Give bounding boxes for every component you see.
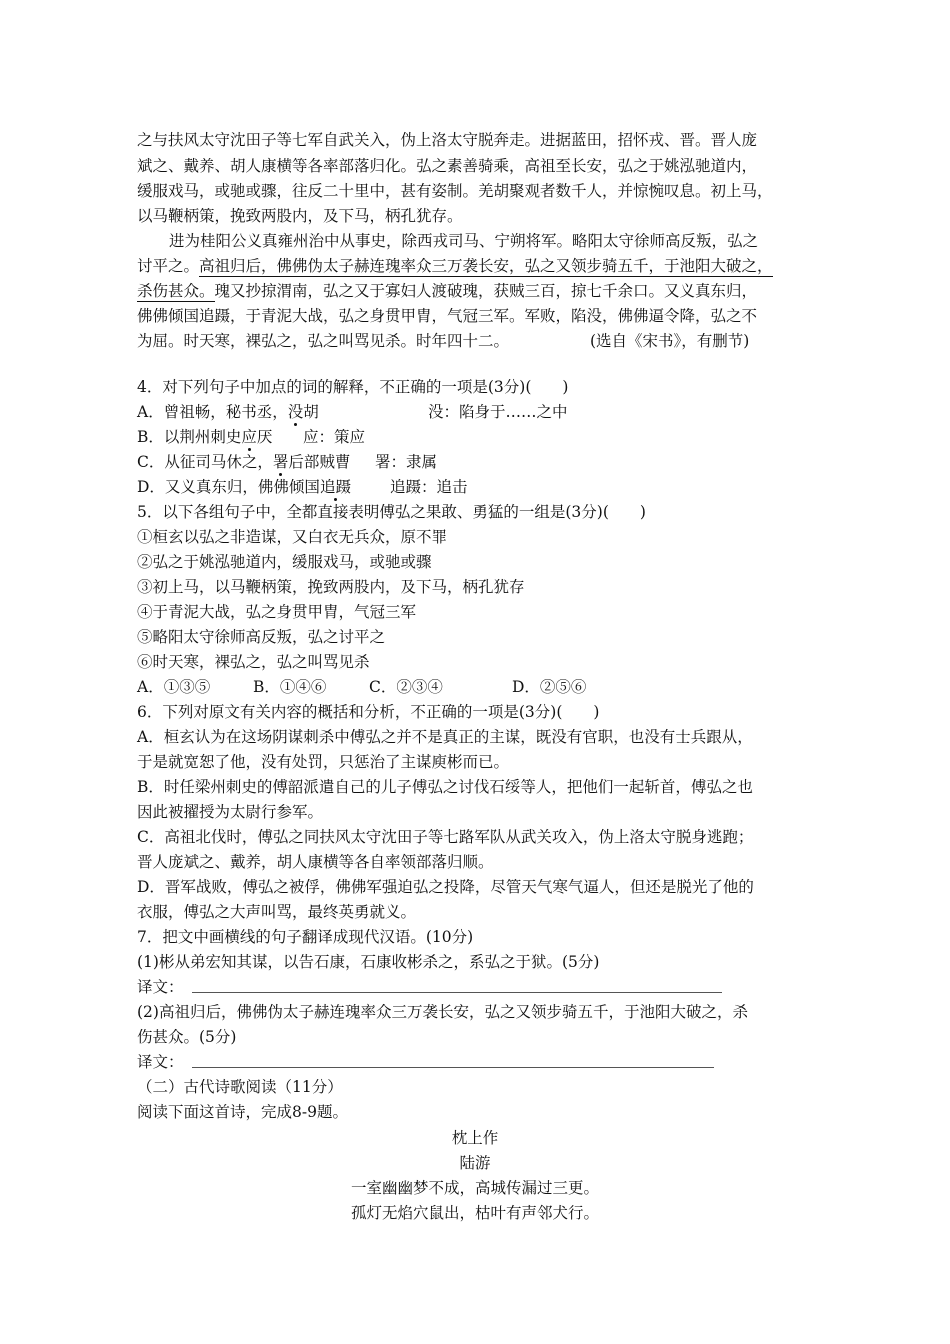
dotted-word: 没 (287, 403, 304, 421)
question-stem: 5．以下各组句子中，全都直接表明傅弘之果敢、勇猛的一组是(3分)( ) (137, 503, 646, 521)
dotted-word: 应 (241, 428, 257, 446)
answer-label: 译文： (137, 978, 184, 996)
option-text: C．从征司马休之， (137, 453, 273, 471)
passage-line (137, 254, 773, 276)
passage-source: (选自《宋书》，有删节) (590, 332, 750, 350)
poem-title: 枕上作 (451, 1129, 499, 1147)
answer-line[interactable] (192, 992, 722, 993)
option-line: B．时任梁州刺史的傅韶派遣自己的儿子傅弘之讨伐石绥等人，把他们一起斩首，傅弘之也 (137, 778, 753, 796)
option-text: D．又义真东归，佛佛倾国 (137, 478, 320, 496)
section-instruction: 阅读下面这首诗，完成8-9题。 (137, 1103, 348, 1121)
poem-author: 陆游 (459, 1154, 491, 1172)
passage-line: 佛佛倾国追蹑，于青泥大战，弘之身贯甲胄，气冠三军。军败，陷没，佛佛逼令降，弘之不 (137, 307, 758, 325)
section-heading: （二）古代诗歌阅读（11分） (137, 1078, 343, 1096)
answer-label: 译文： (137, 1053, 184, 1071)
option-a (137, 400, 319, 422)
passage-text: 瑰又抄掠渭南，弘之又于寡妇人渡破瑰，获贼三百，掠七千余口。又义真东归， (214, 282, 758, 300)
underlined-sentence: 高祖归后，佛佛伪太子赫连瑰率众三万袭长安，弘之又领步骑五千，于池阳大破之， (199, 257, 773, 275)
passage-line: 为屈。时天寒，裸弘之，弘之叫骂见杀。时年四十二。 (137, 332, 510, 350)
option-line: 于是就宽恕了他，没有处罚，只惩治了主谋庾彬而已。 (137, 753, 510, 771)
passage-line (137, 279, 757, 301)
option-b: B．①④⑥ (253, 678, 327, 696)
option-text: B．以荆州刺史 (137, 428, 242, 446)
list-item: ④于青泥大战，弘之身贯甲胄，气冠三军 (137, 603, 417, 621)
passage-text: 讨平之。 (137, 257, 200, 275)
option-gloss: 追蹑：追击 (390, 478, 468, 496)
passage-line: 之与扶风太守沈田子等七军自武关入，伪上洛太守脱奔走。进据蓝田，招怀戎、晋。晋人庞 (137, 131, 758, 149)
sentence-1: (1)彬从弟宏知其谋，以告石康，石康收彬杀之，系弘之于狱。(5分) (137, 953, 600, 971)
list-item: ②弘之于姚泓驰道内，缓服戏马，或驰或骤 (137, 553, 432, 571)
poem-line: 孤灯无焰穴鼠出，枯叶有声邻犬行。 (350, 1204, 599, 1222)
passage-line: 进为桂阳公义真雍州治中从事史，除西戎司马、宁朔将军。略阳太守徐师高反叛，弘之 (169, 232, 759, 250)
option-a: A．①③⑤ (137, 678, 211, 696)
passage-line: 以马鞭柄策，挽致两股内，及下马，柄孔犹存。 (137, 207, 463, 225)
underlined-sentence: 杀伤甚众。 (137, 282, 215, 300)
option-text: 厌 (256, 428, 273, 446)
option-line: 晋人庞斌之、戴养，胡人康横等各自率领部落归顺。 (137, 853, 494, 871)
option-c (137, 450, 350, 472)
option-d (137, 475, 351, 497)
option-c: C．②③④ (369, 678, 443, 696)
list-item: ⑤略阳太守徐师高反叛，弘之讨平之 (137, 628, 386, 646)
passage-line: 斌之、戴养、胡人康横等各率部落归化。弘之素善骑乘，高祖至长安，弘之于姚泓驰道内， (137, 157, 758, 175)
sentence-2-cont: 伤甚众。(5分) (137, 1028, 237, 1046)
option-line: 衣服，傅弘之大声叫骂，最终英勇就义。 (137, 903, 417, 921)
option-line: C．高祖北伐时，傅弘之同扶风太守沈田子等七路军队从武关攻入，伪上洛太守脱身逃跑； (137, 828, 754, 846)
list-item: ③初上马，以马鞭柄策，挽致两股内，及下马，柄孔犹存 (137, 578, 525, 596)
option-text: 后部贼曹 (288, 453, 351, 471)
list-item: ⑥时天寒，裸弘之，弘之叫骂见杀 (137, 653, 370, 671)
question-stem: 6．下列对原文有关内容的概括和分析，不正确的一项是(3分)( ) (137, 703, 600, 721)
sentence-2: (2)高祖归后，佛佛伪太子赫连瑰率众三万袭长安，弘之又领步骑五千，于池阳大破之，杀 (137, 1003, 748, 1021)
passage-line: 缓服戏马，或驰或骤，往反二十里中，甚有姿制。羌胡聚观者数千人，并惊惋叹息。初上马， (137, 182, 773, 200)
answer-line[interactable] (192, 1067, 714, 1068)
option-line: A．桓玄认为在这场阴谋刺杀中傅弘之并不是真正的主谋，既没有官职，也没有士兵跟从， (137, 728, 753, 746)
option-gloss: 没：陷身于……之中 (428, 403, 568, 421)
option-text: A．曾祖畅，秘书丞， (137, 403, 288, 421)
question-stem: 7．把文中画横线的句子翻译成现代汉语。(10分) (137, 928, 474, 946)
dotted-word: 追蹑 (319, 478, 351, 496)
option-d: D．②⑤⑥ (512, 678, 587, 696)
option-gloss: 署：隶属 (375, 453, 438, 471)
dotted-word: 署 (272, 453, 289, 471)
option-line: 因此被擢授为太尉行参军。 (137, 803, 324, 821)
option-text: 胡 (303, 403, 319, 421)
list-item: ①桓玄以弘之非造谋，又白衣无兵众，原不罪 (137, 528, 448, 546)
question-stem: 4．对下列句子中加点的词的解释，不正确的一项是(3分)( ) (137, 378, 569, 396)
option-line: D．晋军战败，傅弘之被俘，佛佛军强迫弘之投降，尽管天气寒气逼人，但还是脱光了他的 (137, 878, 754, 896)
option-b (137, 425, 272, 447)
option-gloss: 应：策应 (303, 428, 366, 446)
poem-line: 一室幽幽梦不成，高城传漏过三更。 (350, 1179, 599, 1197)
